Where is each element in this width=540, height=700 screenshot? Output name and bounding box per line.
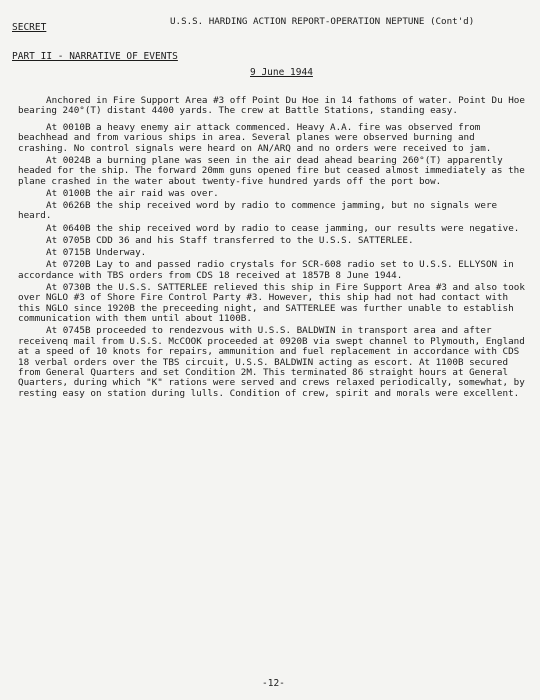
paragraph: At 0705B CDD 36 and his Staff transferred to the U.S.S. SATTERLEE. (46, 234, 414, 246)
narrative-date: 9 June 1944 (250, 67, 313, 78)
narrative-body (18, 96, 526, 401)
page-number: -12- (262, 678, 285, 689)
classification-marking: SECRET (12, 22, 47, 33)
paragraph: At 0715B Underway. (46, 247, 147, 259)
paragraph: Anchored in Fire Support Area #3 off Point Du Hoe in 14 fathoms of water. Point Du Hoe bearing 240°(T) distant 4400 yards. The crew at Battle Stations, standing easy. (18, 95, 525, 117)
paragraph: At 0626B the ship received word by radio to commence jamming, but no signals were heard. (18, 200, 498, 222)
paragraph: At 0720B Lay to and passed radio crystals for SCR-608 radio set to U.S.S. ELLYSON in accordance with TBS orders from CDS 18 received at 1857B 8 June 1944. (18, 259, 514, 281)
paragraph: At 0024B a burning plane was seen in the air dead ahead bearing 260°(T) apparently headed for the ship. The forward 20mm guns opened fire but ceased almost immediately as the plane crashed in the water about twenty-five hundred yards off the port bow. (18, 154, 525, 187)
report-title: U.S.S. HARDING ACTION REPORT-OPERATION NEPTUNE (Cont'd) (170, 16, 475, 27)
paragraph: At 0010B a heavy enemy air attack commenced. Heavy A.A. fire was observed from beachhead and from various ships in area. Several planes were observed burning and crashing. No control signals were heard on AN/ARQ and no orders were received to jam. (18, 121, 492, 154)
part-heading: PART II - NARRATIVE OF EVENTS (12, 51, 178, 62)
paragraph: At 0730B the U.S.S. SATTERLEE relieved this ship in Fire Support Area #3 and also took over NGLO #3 of Shore Fire Control Party #3. However, this ship had not had contact with this NGLO since 1920B the preceeding night, and SATTERLEE was further unable to establish communication with them until about 1100B. (18, 281, 525, 325)
paragraph: At 0745B proceeded to rendezvous with U.S.S. BALDWIN in transport area and after receivenq mail from U.S.S. McCOOK proceeded at 0920B via swept channel to Plymouth, England at a speed of 10 knots for repairs, ammunition and fuel replacement in accordance with CDS 18 verbal orders over the TBS circuit, U.S.S. BALDWIN acting as escort. At 1100B secured from General Quarters and set Condition 2M. This terminated 86 straight hours at General Quarters, during which "K" rations were served and crews relaxed periodically, somewhat, by resting easy on station during lulls. Condition of crew, spirit and morals were excellent. (18, 325, 525, 399)
paragraph: At 0100B the air raid was over. (46, 187, 219, 199)
paragraph: At 0640B the ship received word by radio to cease jamming, our results were negative. (46, 222, 520, 234)
